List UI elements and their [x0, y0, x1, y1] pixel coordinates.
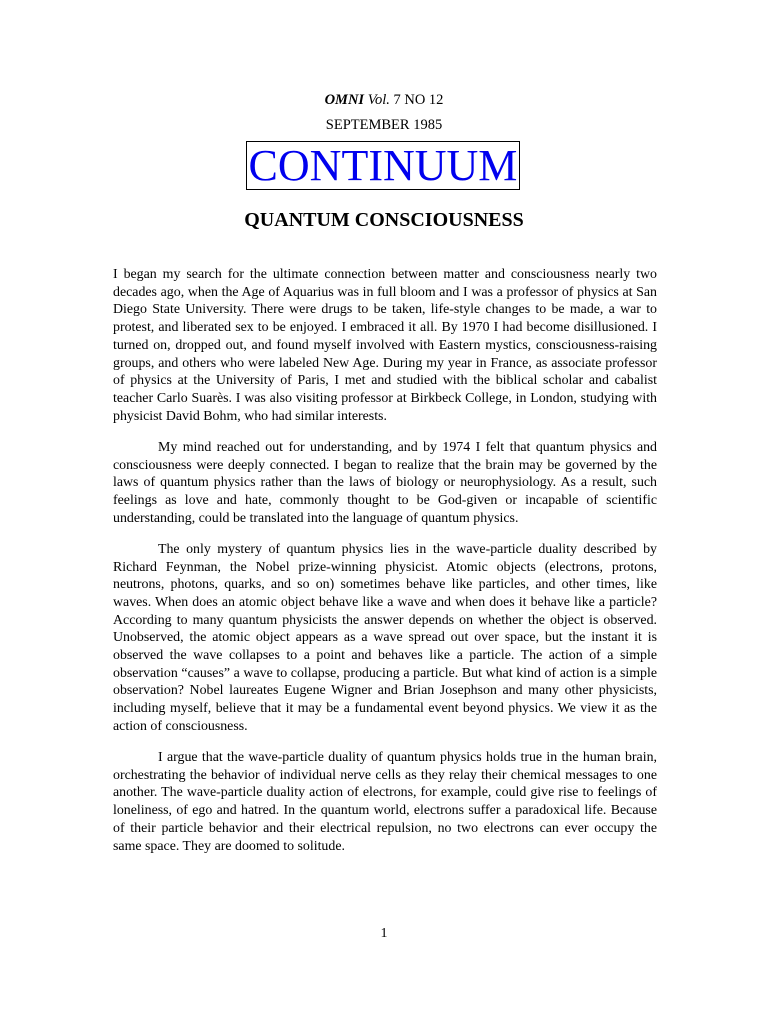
masthead-line	[0, 91, 768, 109]
paragraph: My mind reached out for understanding, and by 1974 I felt that quantum physics and consciousness were deeply connected. I began to realize that the brain may be governed by the laws of quantum physics rather than the laws of biology or neurophysiology. As a result, such feelings as love and hate, commonly thought to be God-given or incapable of scientific understanding, could be translated into the language of quantum physics.	[113, 439, 657, 526]
column-title: CONTINUUM	[248, 141, 518, 190]
volume-label: Vol.	[367, 92, 390, 108]
page-number: 1	[380, 926, 388, 941]
issue-date: SEPTEMBER 1985	[325, 117, 443, 133]
paragraph: I began my search for the ultimate connection between matter and consciousness nearly two decades ago, when the Age of Aquarius was in full bloom and I was a professor of physics at San Diego State University. There were drugs to be taken, life-style changes to be made, a war to protest, and liberated sex to be enjoyed. I embraced it all. By 1970 I had become disillusioned. I turned on, dropped out, and found myself involved with Eastern mystics, consciousness-raising groups, and others who were labeled New Age. During my year in France, as associate professor of physics at the University of Paris, I met and studied with the biblical scholar and cabalist teacher Carlo Suarès. I was also visiting professor at Birkbeck College, in London, studying with physicist David Bohm, who had similar interests.	[113, 267, 657, 424]
magazine-name: OMNI	[324, 92, 365, 108]
column-title-box	[246, 141, 520, 190]
paragraph: The only mystery of quantum physics lies in the wave-particle duality described by Richard Feynman, the Nobel prize-winning physicist. Atomic objects (electrons, protons, neutrons, photons, quarks, and so on) sometimes behave like particles, and other times, like waves. When does an atomic object behave like a wave and when does it behave like a particle? According to many quantum physicists the answer depends on whether the object is observed. Unobserved, the atomic object appears as a wave spread out over space, but the instant it is observed the wave collapses to a point and behaves like a particle. The action of a simple observation “causes” a wave to collapse, producing a particle. But what kind of action is a simple observation? Nobel laureates Eugene Wigner and Brian Josephson and many other physicists, including myself, believe that it may be a fundamental event beyond physics. We view it as the action of consciousness.	[113, 541, 657, 734]
issue-number: 7 NO 12	[393, 92, 444, 108]
article-body	[113, 266, 657, 869]
article-title: QUANTUM CONSCIOUSNESS	[244, 209, 524, 231]
paragraph: I argue that the wave-particle duality of quantum physics holds true in the human brain, orchestrating the behavior of individual nerve cells as they relay their chemical messages to one another. The wave-particle duality action of electrons, for example, could give rise to feelings of loneliness, of ego and hatred. In the quantum world, electrons suffer a paradoxical life. Because of their particle behavior and their electrical repulsion, no two electrons can ever occupy the same space. They are doomed to solitude.	[113, 750, 657, 854]
